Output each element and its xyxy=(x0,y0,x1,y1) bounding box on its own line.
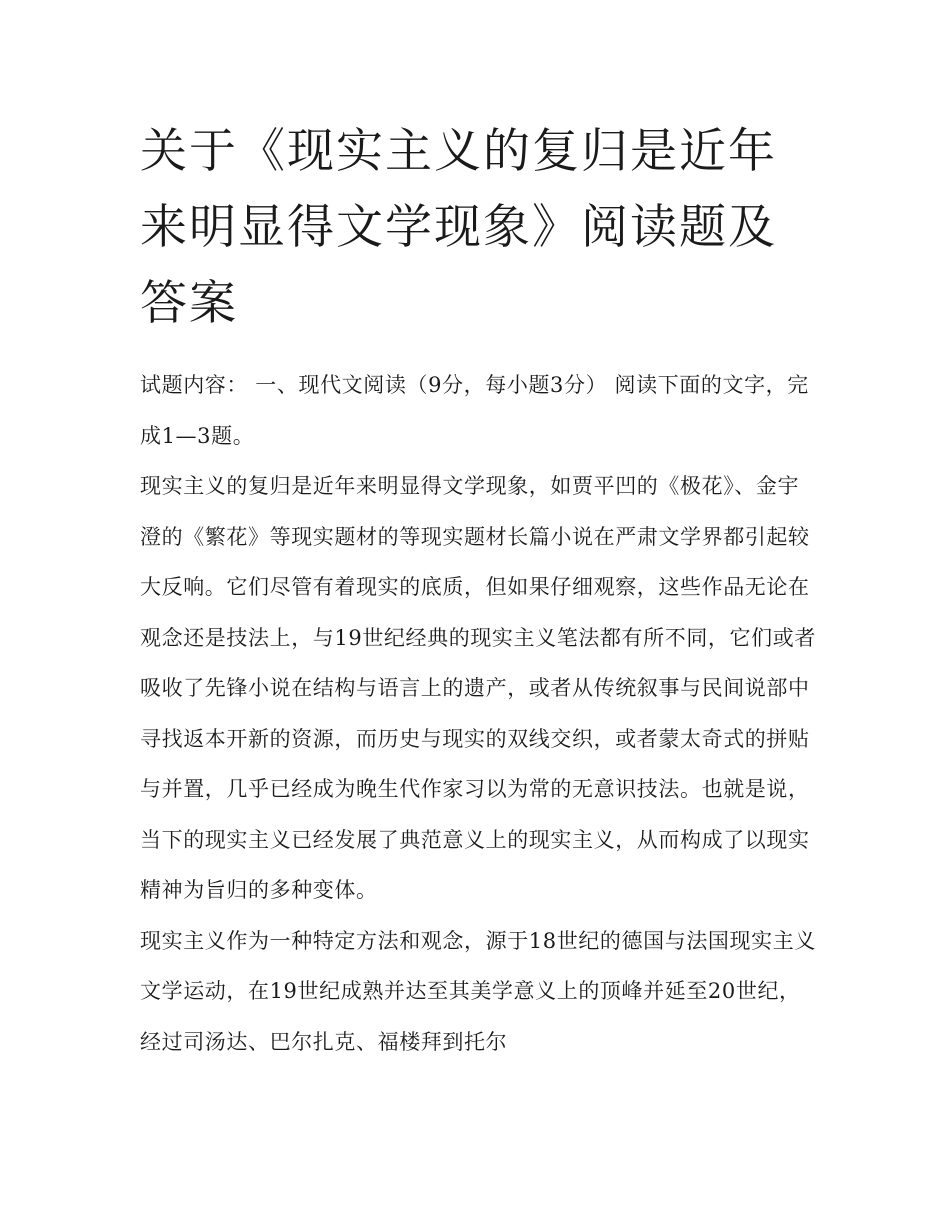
document-title: 关于《现实主义的复归是近年来明显得文学现象》阅读题及答案 xyxy=(140,124,777,331)
document-body xyxy=(140,360,820,1067)
paragraph-question-intro: 试题内容： 一、现代文阅读（9分，每小题3分） 阅读下面的文字，完成1—3题。 xyxy=(140,373,809,448)
paragraph-realism-origin: 现实主义作为一种特定方法和观念，源于18世纪的德国与法国现实主义文学运动，在19世纪成熟并达至其美学意义上的顶峰并延至20世纪，经过司汤达、巴尔扎克、福楼拜到托尔 xyxy=(140,928,816,1054)
paragraph-realism-return: 现实主义的复归是近年来明显得文学现象，如贾平凹的《极花》、金宇澄的《繁花》等现实题材的等现实题材长篇小说在严肃文学界都引起较大反响。它们尽管有着现实的底质，但如果仔细观察，这些作品无论在观念还是技法上，与19世纪经典的现实主义笔法都有所不同，它们或者吸收了先锋小说在结构与语言上的遗产，或者从传统叙事与民间说部中寻找返本开新的资源，而历史与现实的双线交织，或者蒙太奇式的拼贴与并置，几乎已经成为晚生代作家习以为常的无意识技法。也就是说，当下的现实主义已经发展了典范意义上的现实主义，从而构成了以现实精神为旨归的多种变体。 xyxy=(140,474,816,902)
